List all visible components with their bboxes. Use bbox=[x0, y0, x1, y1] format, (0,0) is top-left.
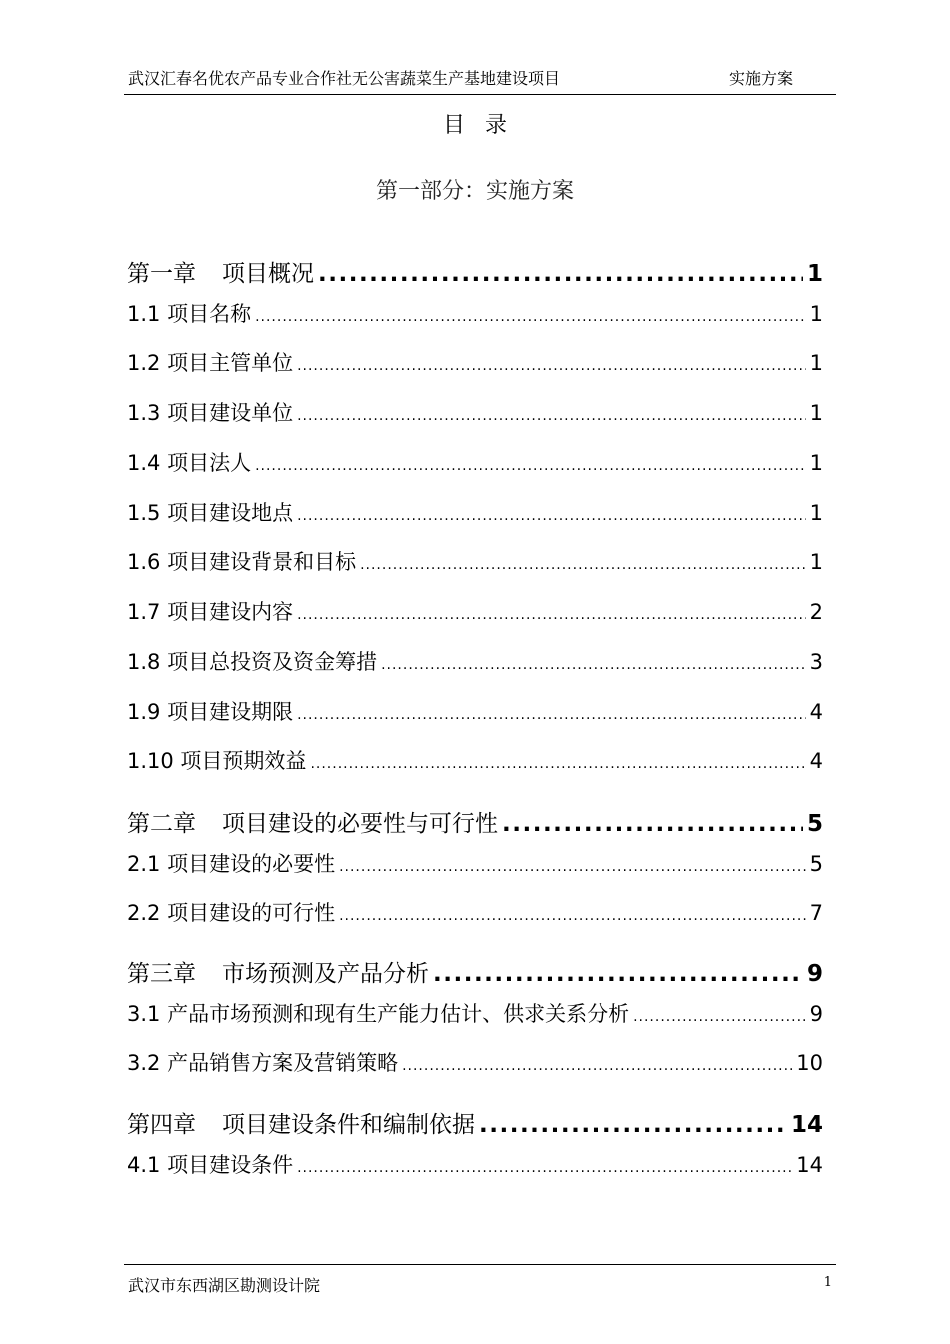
toc-page-number: 1 bbox=[809, 501, 823, 525]
toc-dot-leader bbox=[633, 1009, 806, 1025]
toc-chapter-entry[interactable] bbox=[127, 255, 823, 288]
toc-entry-label: 1.6 项目建设背景和目标 bbox=[127, 550, 357, 574]
toc-dot-leader bbox=[402, 1058, 792, 1074]
toc-entry-label: 1.5 项目建设地点 bbox=[127, 501, 294, 525]
toc-section-entry[interactable] bbox=[127, 546, 823, 576]
toc-page-number: 1 bbox=[809, 451, 823, 475]
toc-dot-leader bbox=[297, 607, 806, 623]
toc-page-number: 14 bbox=[796, 1153, 823, 1177]
footer-page-number: 1 bbox=[823, 1275, 832, 1290]
page-header bbox=[124, 64, 836, 95]
toc-section-entry[interactable] bbox=[127, 1047, 823, 1077]
toc-page-number: 1 bbox=[809, 550, 823, 574]
toc-page-number: 3 bbox=[809, 650, 823, 674]
toc-page-number: 1 bbox=[806, 261, 823, 287]
toc-chapter-title: 项目概况 bbox=[222, 261, 314, 287]
toc-page-number: 4 bbox=[809, 700, 823, 724]
toc-entry-label: 1.10 项目预期效益 bbox=[127, 749, 307, 773]
toc-dot-leader bbox=[381, 657, 806, 673]
toc-dot-leader bbox=[360, 557, 806, 573]
toc-dot-leader bbox=[339, 859, 806, 875]
toc-entry-label: 1.8 项目总投资及资金筹措 bbox=[127, 650, 378, 674]
toc-dot-leader bbox=[318, 261, 803, 287]
toc-chapter-entry[interactable] bbox=[127, 1106, 823, 1139]
toc-title: 目录 bbox=[442, 113, 527, 138]
toc-section-entry[interactable] bbox=[127, 897, 823, 927]
toc-section-entry[interactable] bbox=[127, 646, 823, 676]
toc-section-entry[interactable] bbox=[127, 745, 823, 775]
toc-page-number: 5 bbox=[806, 811, 823, 837]
toc-chapter-entry[interactable] bbox=[127, 955, 823, 988]
toc-chapter-title: 市场预测及产品分析 bbox=[222, 961, 429, 987]
toc-section-entry[interactable] bbox=[127, 596, 823, 626]
toc-entry-label: 4.1 项目建设条件 bbox=[127, 1153, 294, 1177]
header-doc-type: 实施方案 bbox=[729, 69, 794, 88]
toc-entry-label: 1.4 项目法人 bbox=[127, 451, 252, 475]
toc-section-entry[interactable] bbox=[127, 696, 823, 726]
toc-entry-label: 1.9 项目建设期限 bbox=[127, 700, 294, 724]
toc-page-number: 1 bbox=[809, 302, 823, 326]
toc-dot-leader bbox=[255, 458, 806, 474]
toc-chapter-entry[interactable] bbox=[127, 805, 823, 838]
page-footer bbox=[124, 1264, 836, 1305]
toc-entry-label: 1.1 项目名称 bbox=[127, 302, 252, 326]
toc-chapter-title: 项目建设的必要性与可行性 bbox=[222, 811, 498, 837]
toc-section-entry[interactable] bbox=[127, 397, 823, 427]
part-title: 第一部分：实施方案 bbox=[375, 179, 574, 204]
header-project-title: 武汉汇春名优农产品专业合作社无公害蔬菜生产基地建设项目 bbox=[128, 69, 561, 88]
toc-entry-label bbox=[127, 805, 498, 838]
toc-dot-leader bbox=[297, 508, 806, 524]
toc-page-number: 4 bbox=[809, 749, 823, 773]
toc-dot-leader bbox=[297, 358, 806, 374]
toc-page-number: 5 bbox=[809, 852, 823, 876]
toc-entry-label: 1.7 项目建设内容 bbox=[127, 600, 294, 624]
toc-dot-leader bbox=[255, 309, 806, 325]
toc-chapter-number: 第三章 bbox=[127, 961, 196, 987]
toc-dot-leader bbox=[502, 811, 803, 837]
toc-section-entry[interactable] bbox=[127, 298, 823, 328]
toc-page-number: 1 bbox=[809, 351, 823, 375]
toc-entry-label bbox=[127, 1106, 475, 1139]
toc-entry-label: 1.3 项目建设单位 bbox=[127, 401, 294, 425]
toc-entry-label: 2.1 项目建设的必要性 bbox=[127, 852, 336, 876]
toc-entry-label: 3.2 产品销售方案及营销策略 bbox=[127, 1051, 399, 1075]
toc-page-number: 10 bbox=[796, 1051, 823, 1075]
toc-entry-label: 1.2 项目主管单位 bbox=[127, 351, 294, 375]
toc-dot-leader bbox=[479, 1112, 787, 1138]
toc-entry-label: 2.2 项目建设的可行性 bbox=[127, 901, 336, 925]
toc-dot-leader bbox=[297, 1160, 792, 1176]
toc-section-entry[interactable] bbox=[127, 998, 823, 1028]
toc-page-number: 1 bbox=[809, 401, 823, 425]
toc-dot-leader bbox=[297, 408, 806, 424]
toc-chapter-number: 第四章 bbox=[127, 1112, 196, 1138]
footer-organization: 武汉市东西湖区勘测设计院 bbox=[128, 1276, 321, 1295]
toc-dot-leader bbox=[297, 707, 806, 723]
toc-dot-leader bbox=[339, 908, 806, 924]
toc-page-number: 14 bbox=[790, 1112, 823, 1138]
toc-entry-label: 3.1 产品市场预测和现有生产能力估计、供求关系分析 bbox=[127, 1002, 630, 1026]
toc-page-number: 9 bbox=[809, 1002, 823, 1026]
toc-page-number: 9 bbox=[806, 961, 823, 987]
toc-section-entry[interactable] bbox=[127, 497, 823, 527]
toc-section-entry[interactable] bbox=[127, 447, 823, 477]
toc-dot-leader bbox=[310, 756, 805, 772]
toc-chapter-number: 第一章 bbox=[127, 261, 196, 287]
toc-section-entry[interactable] bbox=[127, 1149, 823, 1179]
toc-page-number: 7 bbox=[809, 901, 823, 925]
toc-page-number: 2 bbox=[809, 600, 823, 624]
toc-entry-label bbox=[127, 955, 429, 988]
toc-dot-leader bbox=[433, 961, 803, 987]
toc-section-entry[interactable] bbox=[127, 848, 823, 878]
toc-chapter-title: 项目建设条件和编制依据 bbox=[222, 1112, 475, 1138]
toc-entry-label bbox=[127, 255, 314, 288]
toc-section-entry[interactable] bbox=[127, 347, 823, 377]
toc-chapter-number: 第二章 bbox=[127, 811, 196, 837]
